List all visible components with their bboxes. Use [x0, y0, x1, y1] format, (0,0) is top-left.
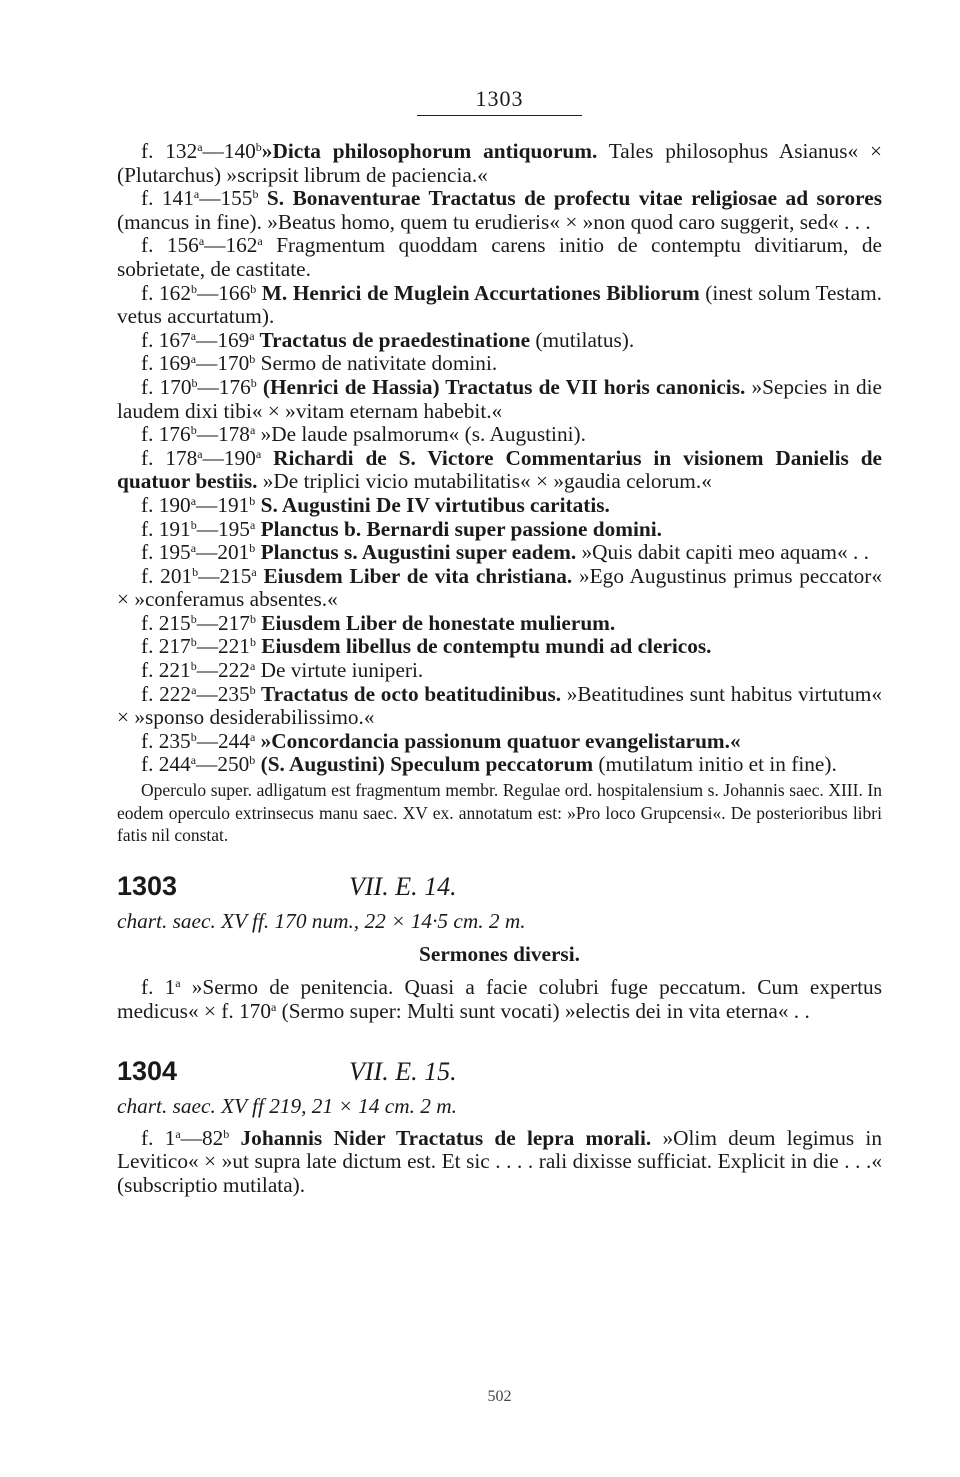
folio-number: 190: [223, 445, 256, 470]
folio-prefix: f.: [141, 186, 162, 211]
folio-dash: —: [196, 492, 218, 517]
folio-number: 201: [217, 540, 250, 565]
folio-dash: —: [204, 233, 226, 258]
folio-prefix: f.: [141, 752, 159, 777]
entry-1304-contents: [117, 1127, 882, 1198]
folio-prefix: f.: [141, 280, 160, 305]
folio-side: b: [249, 682, 256, 697]
folio-number: 1: [164, 975, 176, 1000]
folio-prefix: f.: [141, 327, 159, 352]
folio-side: a: [190, 328, 197, 343]
folio-number: 155: [220, 186, 253, 211]
incipit-text: »De triplici vicio mutabilitatis« × »gaudia celorum.«: [257, 469, 712, 494]
incipit-text: »De laude psalmorum« (s. Augustini).: [255, 422, 586, 447]
incipit-text: (mancus in fine). »Beatus homo, quem tu erudieris« × »non quod caro suggerit, sed« . . .: [117, 209, 871, 234]
folio-side: a: [197, 140, 203, 154]
folio-side: b: [190, 281, 197, 296]
folio-number: 222: [218, 658, 250, 683]
folio-number: 222: [159, 681, 192, 706]
incipit-text: (inest solum Testam. vetus accurtatum).: [117, 280, 882, 329]
work-title: Tractatus de octo beatitudinibus.: [255, 681, 562, 706]
folio-side: a: [190, 541, 197, 556]
manuscript-content-entry: [117, 352, 882, 376]
folio-prefix: f.: [141, 351, 159, 376]
folio-side: b: [249, 493, 256, 508]
folio-side: a: [255, 446, 262, 461]
folio-side: b: [249, 635, 256, 650]
manuscript-content-entry: [117, 565, 882, 612]
shelf-signature: VII. E. 15.: [349, 1056, 457, 1086]
folio-dash: —: [196, 540, 218, 565]
folio-prefix: f.: [141, 563, 161, 588]
folio-dash: —: [180, 1125, 202, 1150]
folio-number: 215: [219, 563, 252, 588]
manuscript-content-entry: [117, 187, 882, 234]
folio-number: 221: [158, 658, 191, 683]
incipit-text: »Quis dabit capiti meo aquam« . .: [576, 540, 869, 565]
manuscript-content-entry: [117, 541, 882, 565]
folio-prefix: f.: [141, 658, 159, 683]
folio-side: b: [249, 753, 256, 768]
incipit-text: »Sermo de penitencia. Quasi a facie colubri fuge peccatum. Cum expertus medicus« × f.: [117, 975, 882, 1023]
manuscript-content-entry: [117, 753, 882, 777]
work-title: »Concordancia passionum quatuor evangelistarum.«: [255, 728, 741, 753]
folio-prefix: f.: [141, 1125, 165, 1150]
work-title: Planctus s. Augustini super eadem.: [255, 540, 577, 565]
folio-dash: —: [196, 634, 218, 659]
folio-prefix: f.: [141, 610, 159, 635]
entry-1304-heading: [117, 1055, 882, 1086]
shelf-signature: VII. E. 14.: [349, 871, 457, 901]
folio-number: 82: [201, 1125, 224, 1150]
folio-number: 215: [158, 610, 191, 635]
folio-dash: —: [196, 351, 218, 376]
manuscript-content-entry: [117, 518, 882, 542]
incipit-text: (mutilatum initio et in fine).: [593, 752, 837, 777]
manuscript-content-entry: [117, 494, 882, 518]
folio-side: b: [249, 541, 256, 556]
running-head-rule: [417, 115, 582, 116]
folio-dash: —: [196, 658, 218, 683]
entry-physical-description: chart. saec. XV ff. 170 num., 22 × 14·5 cm. 2 m.: [117, 909, 526, 934]
entry-number: 1304: [117, 1055, 178, 1086]
manuscript-content-entry: [117, 683, 882, 730]
folio-side: b: [250, 281, 257, 296]
folio-side: b: [190, 423, 197, 438]
binding-note: Operculo super. adligatum est fragmentum membr. Regulae ord. hospitalensium s. Johannis saec. XIII. In eodem operculo extrinsecus manu saec. XV ex. annotatum est: »Pro loco Grupcensi«. De posterioribus libri fatis nil constat.: [117, 780, 882, 846]
manuscript-content-entry: [117, 423, 882, 447]
folio-number: 191: [158, 516, 191, 541]
manuscript-content-entry: [117, 234, 882, 281]
folio-number: 190: [158, 492, 191, 517]
folio-prefix: f.: [141, 540, 159, 565]
incipit-text: Sermo de nativitate domini.: [255, 351, 498, 376]
folio-number: 169: [217, 327, 250, 352]
folio-prefix: f.: [141, 422, 159, 447]
folio-prefix: f.: [141, 681, 160, 706]
work-title: (S. Augustini) Speculum peccatorum: [255, 752, 594, 777]
folio-number: 195: [218, 516, 250, 541]
folio-side: b: [190, 729, 197, 744]
manuscript-content-entry: [117, 635, 882, 659]
folio-side: b: [250, 375, 257, 390]
work-title: Tractatus de praedestinatione: [254, 327, 531, 352]
folio-side: a: [190, 753, 197, 768]
folio-side: a: [191, 682, 197, 697]
work-title: Eiusdem Liber de honestate mulierum.: [255, 610, 616, 635]
folio-side: b: [252, 187, 259, 202]
incipit-text: »Beatitudines sunt habitus virtutum« × »sponso desiderabilissimo.«: [117, 681, 882, 730]
folio-side: b: [249, 611, 256, 626]
folio-side: b: [190, 517, 197, 532]
folio-number: 250: [217, 752, 250, 777]
folio-prefix: f.: [141, 445, 166, 470]
folio-number: 140: [223, 139, 256, 163]
entry-physical-description: chart. saec. XV ff 219, 21 × 14 cm. 2 m.: [117, 1094, 457, 1119]
entry-1303-contents: [117, 976, 882, 1023]
folio-side: a: [190, 493, 197, 508]
folio-side: a: [249, 729, 256, 744]
folio-side: b: [191, 375, 198, 390]
folio-number: 170: [159, 374, 192, 399]
folio-number: 235: [217, 681, 250, 706]
incipit-text: Tales philosophus Asianus« × (Plutarchus) »scripsit librum de paciencia.«: [117, 139, 882, 187]
page-body: [117, 140, 882, 1197]
folio-number: 170: [217, 351, 250, 376]
folio-number: 132: [165, 139, 198, 163]
folio-side: a: [249, 328, 255, 343]
folio-number: 217: [218, 610, 250, 635]
folio-number: 166: [218, 280, 251, 305]
manuscript-content-entry: [117, 140, 882, 187]
folio-side: a: [197, 446, 203, 461]
work-title: »Dicta philosophorum antiquorum.: [261, 139, 598, 163]
folio-side: a: [175, 1126, 181, 1141]
incipit-text: »Ego Augustinus primus peccator« × »conferamus absentes.«: [117, 563, 882, 612]
folio-dash: —: [202, 139, 224, 163]
running-head: 1303: [475, 86, 524, 111]
work-title: S. Bonaventurae Tractatus de profectu vitae religiosae ad sorores: [258, 186, 882, 211]
folio-side: b: [249, 352, 256, 367]
manuscript-content-entry: [117, 659, 882, 683]
folio-side: b: [223, 1126, 230, 1141]
folio-number: 235: [158, 728, 191, 753]
manuscript-content-entry: [117, 282, 882, 329]
manuscript-content-entry: [117, 329, 882, 353]
folio-number: 169: [158, 351, 191, 376]
folio-side: b: [190, 659, 197, 674]
work-title: Richardi de S. Victore Commentarius in visionem Danielis de quatuor bestiis.: [117, 445, 882, 494]
folio-side: a: [175, 976, 181, 991]
folio-side: a: [190, 352, 197, 367]
folio-number: 217: [158, 634, 191, 659]
folio-number: 167: [158, 327, 191, 352]
folio-number: 176: [218, 374, 251, 399]
incipit-text: »Sepcies in die laudem dixi tibi« × »vitam eternam habebit.«: [117, 374, 882, 423]
folio-number: 178: [165, 445, 198, 470]
folio-side: a: [251, 564, 257, 579]
folio-side: b: [190, 635, 197, 650]
folio-prefix: f.: [141, 233, 167, 258]
manuscript-content-entry: [117, 447, 882, 494]
manuscript-content-entry: [117, 612, 882, 636]
folio-side: a: [249, 659, 256, 674]
work-title: M. Henrici de Muglein Accurtationes Bibliorum: [256, 280, 700, 305]
folio-dash: —: [202, 445, 224, 470]
continued-entry-list: [117, 140, 882, 777]
folio-number: 162: [159, 280, 191, 305]
folio-number: 195: [158, 540, 191, 565]
folio-side: a: [249, 517, 256, 532]
folio-dash: —: [196, 752, 218, 777]
folio-prefix: f.: [141, 728, 159, 753]
folio-dash: —: [198, 563, 220, 588]
work-title: (Henrici de Hassia) Tractatus de VII horis canonicis.: [256, 374, 746, 399]
folio-prefix: f.: [141, 516, 159, 541]
manuscript-content-entry: [117, 376, 882, 423]
incipit-text: (mutilatus).: [530, 327, 635, 352]
folio-dash: —: [199, 186, 221, 211]
folio-prefix: f.: [141, 139, 166, 163]
folio-number: 156: [166, 233, 199, 258]
incipit-text: »Olim deum legimus in Levitico« × »ut supra late dictum est. Et sic . . . . rali dixisse sufficiat. Explicit in die . . .« (subscriptio mutilata).: [117, 1125, 882, 1197]
folio-number: 162: [225, 233, 258, 258]
folio-side: a: [249, 423, 256, 438]
folio-side: b: [255, 140, 262, 154]
folio-number: 170: [239, 998, 271, 1023]
folio-dash: —: [197, 374, 219, 399]
folio-dash: —: [196, 728, 218, 753]
folio-number: 201: [160, 563, 193, 588]
folio-side: b: [192, 564, 199, 579]
folio-number: 141: [161, 186, 194, 211]
incipit-text: (Sermo super: Multi sunt vocati) »electis dei in vita eterna« . .: [276, 998, 810, 1023]
folio-number: 176: [158, 422, 191, 447]
folio-prefix: f.: [141, 374, 160, 399]
work-title: Planctus b. Bernardi super passione domini.: [255, 516, 662, 541]
folio-dash: —: [196, 516, 218, 541]
folio-number: 1: [164, 1125, 176, 1150]
folio-side: a: [270, 999, 277, 1014]
folio-prefix: f.: [141, 975, 165, 1000]
folio-prefix: f.: [141, 492, 159, 517]
folio-dash: —: [196, 327, 218, 352]
work-title: Johannis Nider Tractatus de lepra morali.: [229, 1125, 652, 1150]
folio-dash: —: [196, 422, 218, 447]
folio-number: 178: [218, 422, 250, 447]
folio-side: a: [257, 234, 263, 249]
incipit-text: Fragmentum quoddam carens initio de contemptu divitiarum, de sobrietate, de castitate.: [117, 233, 882, 281]
folio-number: 191: [217, 492, 250, 517]
folio-dash: —: [196, 681, 218, 706]
entry-number: 1303: [117, 870, 178, 901]
folio-number: 221: [218, 634, 250, 659]
work-title: S. Augustini De IV virtutibus caritatis.: [255, 492, 610, 517]
work-title: Eiusdem Liber de vita christiana.: [256, 563, 573, 588]
work-title: Eiusdem libellus de contemptu mundi ad clericos.: [255, 634, 712, 659]
folio-prefix: f.: [141, 634, 159, 659]
entry-subject: Sermones diversi.: [419, 941, 580, 966]
folio-number: 244: [218, 728, 250, 753]
incipit-text: De virtute iuniperi.: [255, 658, 424, 683]
folio-side: a: [198, 234, 205, 249]
page-number: 502: [487, 1388, 512, 1405]
folio-side: a: [193, 187, 200, 202]
manuscript-content-entry: [117, 730, 882, 754]
folio-dash: —: [196, 610, 218, 635]
entry-1303-heading: [117, 870, 882, 901]
folio-number: 244: [158, 752, 191, 777]
folio-dash: —: [196, 280, 219, 305]
folio-side: b: [190, 611, 197, 626]
